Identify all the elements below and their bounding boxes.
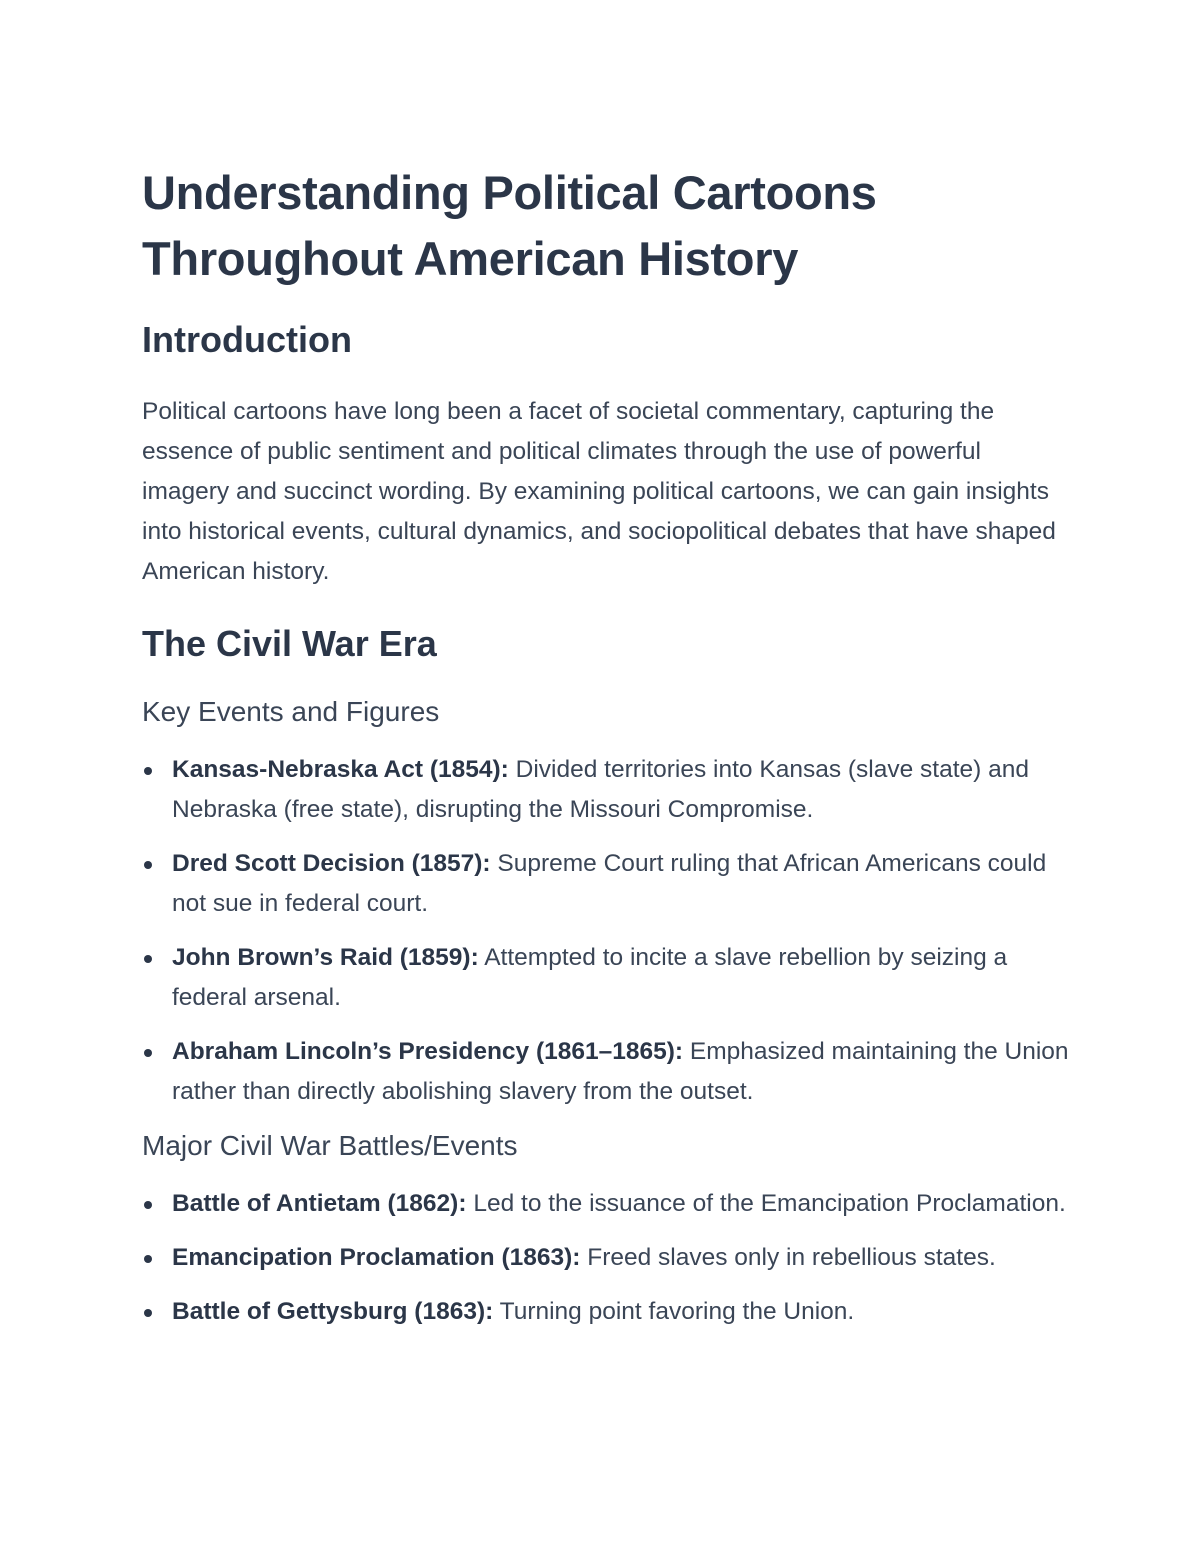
bullet-icon: [144, 1049, 152, 1057]
list-item-desc: Emphasized maintaining the Union rather than directly abolishing slavery from the outset.: [172, 1038, 1069, 1105]
list-item-desc: Freed slaves only in rebellious states.: [580, 1244, 996, 1271]
list-item: [142, 1184, 1072, 1224]
list-item-term: Kansas-Nebraska Act (1854):: [172, 756, 509, 783]
list-item-desc: Turning point favoring the Union.: [493, 1298, 855, 1325]
list-item-term: Emancipation Proclamation (1863):: [172, 1244, 581, 1271]
list-item: [142, 750, 1072, 830]
title-line-1: Understanding Political Cartoons: [142, 166, 877, 219]
title-line-2: Throughout American History: [142, 232, 799, 285]
list-item: [142, 844, 1072, 924]
list-item-term: John Brown’s Raid (1859):: [172, 944, 479, 971]
key-events-heading: Key Events and Figures: [142, 696, 440, 727]
list-item: [142, 1292, 1072, 1332]
bullet-icon: [144, 767, 152, 775]
bullet-icon: [144, 1309, 152, 1317]
bullet-icon: [144, 1201, 152, 1209]
intro-heading: Introduction: [142, 319, 352, 360]
bullet-icon: [144, 861, 152, 869]
list-item-desc: Supreme Court ruling that African Americans could not sue in federal court.: [172, 850, 1047, 917]
list-item-desc: Led to the issuance of the Emancipation Proclamation.: [466, 1190, 1066, 1217]
civil-war-heading: The Civil War Era: [142, 623, 437, 664]
document-page: [142, 160, 1072, 1332]
list-item-term: Abraham Lincoln’s Presidency (1861–1865):: [172, 1038, 684, 1065]
list-item-term: Battle of Antietam (1862):: [172, 1190, 467, 1217]
intro-paragraph: Political cartoons have long been a facet of societal commentary, capturing the essence of public sentiment and political climates through the use of powerful imagery and succinct wording. By examining political cartoons, we can gain insights into historical events, cultural dynamics, and sociopolitical debates that have shaped American history.: [142, 398, 1056, 585]
list-item-desc: Divided territories into Kansas (slave state) and Nebraska (free state), disrupting the Missouri Compromise.: [172, 756, 1029, 823]
list-item: [142, 1032, 1072, 1112]
battles-list: [142, 1184, 1072, 1332]
document-title: [142, 160, 1072, 292]
key-events-list: [142, 750, 1072, 1112]
list-item-term: Battle of Gettysburg (1863):: [172, 1298, 494, 1325]
list-item-desc: Attempted to incite a slave rebellion by seizing a federal arsenal.: [172, 944, 1008, 1011]
list-item: [142, 938, 1072, 1018]
list-item-term: Dred Scott Decision (1857):: [172, 850, 491, 877]
bullet-icon: [144, 955, 152, 963]
list-item: [142, 1238, 1072, 1278]
battles-heading: Major Civil War Battles/Events: [142, 1130, 518, 1161]
bullet-icon: [144, 1255, 152, 1263]
